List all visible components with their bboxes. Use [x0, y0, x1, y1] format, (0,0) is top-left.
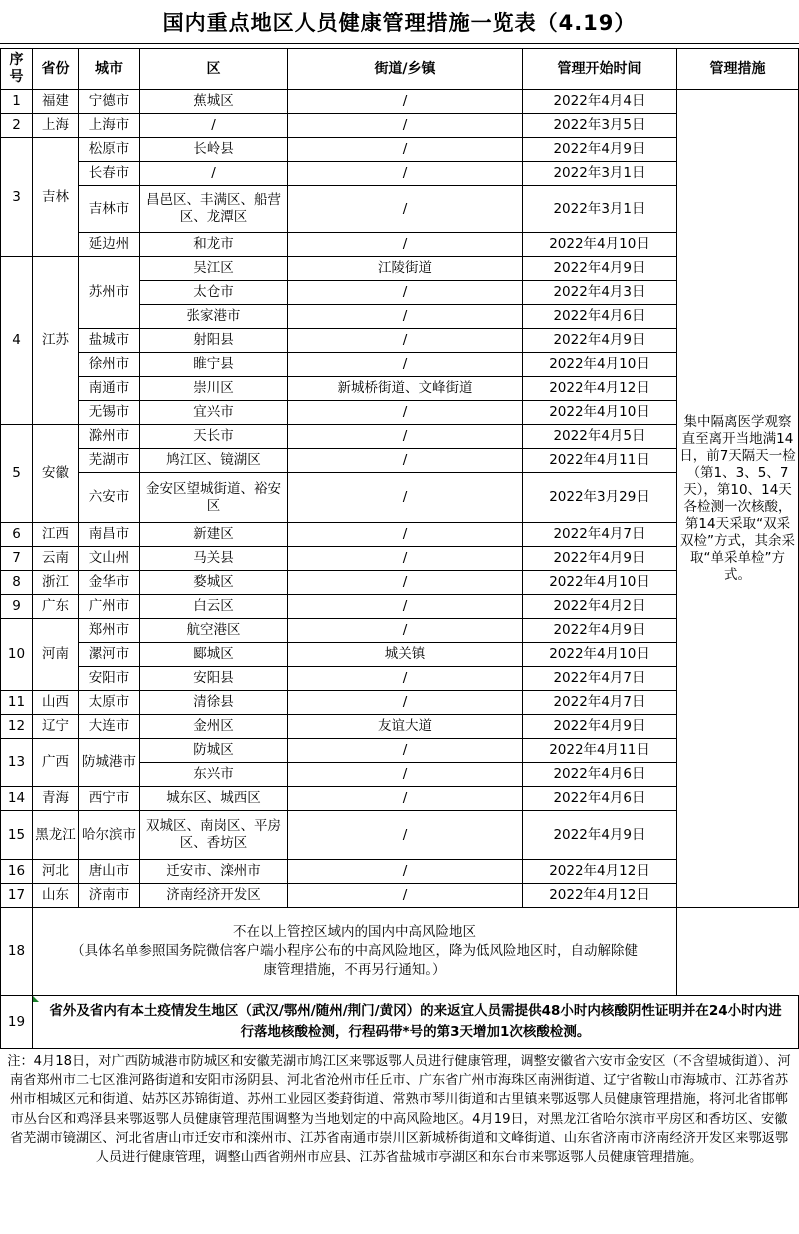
cell-street: / — [288, 329, 523, 353]
cell-street: / — [288, 763, 523, 787]
cell-start: 2022年4月4日 — [523, 90, 677, 114]
cell-start: 2022年4月6日 — [523, 787, 677, 811]
cell-seq: 15 — [1, 811, 33, 860]
cell-street: / — [288, 162, 523, 186]
cell-street: / — [288, 691, 523, 715]
cell-seq: 5 — [1, 425, 33, 523]
cell-district: 新建区 — [140, 523, 288, 547]
cell-start: 2022年4月9日 — [523, 547, 677, 571]
header-district: 区 — [140, 49, 288, 90]
cell-seq: 17 — [1, 884, 33, 908]
cell-start: 2022年4月7日 — [523, 667, 677, 691]
cell-city: 大连市 — [79, 715, 140, 739]
cell-district: 济南经济开发区 — [140, 884, 288, 908]
cell-city: 徐州市 — [79, 353, 140, 377]
header-row — [1, 49, 799, 90]
cell-city: 芜湖市 — [79, 449, 140, 473]
cell-seq: 2 — [1, 114, 33, 138]
cell-district: 金州区 — [140, 715, 288, 739]
cell-city: 金华市 — [79, 571, 140, 595]
cell-street: / — [288, 186, 523, 233]
cell-street: / — [288, 138, 523, 162]
cell-street: 城关镇 — [288, 643, 523, 667]
cell-district: 鸠江区、镜湖区 — [140, 449, 288, 473]
cell-district: 城东区、城西区 — [140, 787, 288, 811]
cell-start: 2022年4月9日 — [523, 619, 677, 643]
cell-start: 2022年4月9日 — [523, 715, 677, 739]
cell-district: 和龙市 — [140, 233, 288, 257]
cell-district: 睢宁县 — [140, 353, 288, 377]
cell-city: 太原市 — [79, 691, 140, 715]
cell-seq: 1 — [1, 90, 33, 114]
cell-city: 郑州市 — [79, 619, 140, 643]
header-seq: 序号 — [1, 49, 33, 90]
cell-start: 2022年3月1日 — [523, 162, 677, 186]
cell-seq: 6 — [1, 523, 33, 547]
cell-start: 2022年4月3日 — [523, 281, 677, 305]
cell-district: 昌邑区、丰满区、船营区、龙潭区 — [140, 186, 288, 233]
cell-city: 南通市 — [79, 377, 140, 401]
cell-district: 航空港区 — [140, 619, 288, 643]
cell-district: 迁安市、滦州市 — [140, 860, 288, 884]
cell-seq: 9 — [1, 595, 33, 619]
cell-city: 防城港市 — [79, 739, 140, 787]
cell-street: / — [288, 667, 523, 691]
cell-start: 2022年4月7日 — [523, 691, 677, 715]
cell-city: 滁州市 — [79, 425, 140, 449]
cell-street: / — [288, 233, 523, 257]
cell-district: 天长市 — [140, 425, 288, 449]
cell-measures: 集中隔离医学观察直至离开当地满14日，前7天隔天一检（第1、3、5、7天），第10、14天各检测一次核酸，第14天采取“双采双检”方式，其余采取“单采单检”方式。 — [677, 90, 799, 908]
cell-district: 清徐县 — [140, 691, 288, 715]
cell-city: 松原市 — [79, 138, 140, 162]
cell-province: 江苏 — [33, 257, 79, 425]
cell-seq: 8 — [1, 571, 33, 595]
cell-start: 2022年3月29日 — [523, 473, 677, 523]
row18-line2: （具体名单参照国务院微信客户端小程序公布的中高风险地区，降为低风险地区时，自动解除健康管理措施，不再另行通知。） — [71, 943, 638, 978]
cell-district: 安阳县 — [140, 667, 288, 691]
footnote: 注：4月18日，对广西防城港市防城区和安徽芜湖市鸠江区来鄂返鄂人员进行健康管理，调整安徽省六安市金安区（不含望城街道）、河南省郑州市二七区淮河路街道和安阳市汤阴县、河北省沧州市任丘市、广东省广州市海珠区南洲街道、辽宁省鞍山市海城市、江苏省苏州市相城区元和街道、姑苏区苏锦街道、苏州工业园区娄葑街道、常熟市琴川街道和古里镇来鄂返鄂人员健康管理措施，将河北省邯郸市丛台区和鸡泽县来鄂返鄂人员健康管理范围调整为当地划定的中高风险地区。4月19日，对黑龙江省哈尔滨市平房区和香坊区、安徽省芜湖市镜湖区、河北省唐山市迁安市和滦州市、江苏省南通市崇川区新城桥街道和文峰街道、山东省济南市济南经济开发区来鄂返鄂人员进行健康管理，调整山西省朔州市应县、江苏省盐城市亭湖区和东台市来鄂返鄂人员健康管理措施。 — [7, 1054, 791, 1166]
cell-district: 婺城区 — [140, 571, 288, 595]
page-title: 国内重点地区人员健康管理措施一览表（4.19） — [0, 0, 799, 44]
cell-start: 2022年4月9日 — [523, 811, 677, 860]
cell-start: 2022年4月10日 — [523, 571, 677, 595]
cell-city: 广州市 — [79, 595, 140, 619]
cell-district: 郾城区 — [140, 643, 288, 667]
cell-street: / — [288, 547, 523, 571]
cell-start: 2022年4月11日 — [523, 739, 677, 763]
cell-start: 2022年4月10日 — [523, 233, 677, 257]
cell-street: / — [288, 425, 523, 449]
cell-district: 双城区、南岗区、平房区、香坊区 — [140, 811, 288, 860]
cell-start: 2022年4月5日 — [523, 425, 677, 449]
cell-province: 山东 — [33, 884, 79, 908]
cell-start: 2022年4月9日 — [523, 329, 677, 353]
cell-city: 漯河市 — [79, 643, 140, 667]
measures-table — [0, 48, 799, 1049]
cell-province: 辽宁 — [33, 715, 79, 739]
cell-province: 江西 — [33, 523, 79, 547]
cell-seq: 18 — [1, 908, 33, 996]
cell-seq: 11 — [1, 691, 33, 715]
cell-seq: 4 — [1, 257, 33, 425]
cell-street: / — [288, 353, 523, 377]
cell-seq: 19 — [1, 996, 33, 1049]
cell-street: / — [288, 523, 523, 547]
cell-seq: 7 — [1, 547, 33, 571]
cell-city: 无锡市 — [79, 401, 140, 425]
header-city: 城市 — [79, 49, 140, 90]
cell-street: / — [288, 281, 523, 305]
cell-district: / — [140, 114, 288, 138]
cell-start: 2022年3月1日 — [523, 186, 677, 233]
cell-street: 友谊大道 — [288, 715, 523, 739]
table-row — [1, 90, 799, 114]
cell-city: 延边州 — [79, 233, 140, 257]
cell-seq: 13 — [1, 739, 33, 787]
cell-province: 云南 — [33, 547, 79, 571]
cell-seq: 12 — [1, 715, 33, 739]
cell-district: 蕉城区 — [140, 90, 288, 114]
cell-start: 2022年4月10日 — [523, 643, 677, 667]
cell-city: 上海市 — [79, 114, 140, 138]
header-street: 街道/乡镇 — [288, 49, 523, 90]
cell-start: 2022年4月9日 — [523, 257, 677, 281]
cell-street: / — [288, 401, 523, 425]
cell-street: 江陵街道 — [288, 257, 523, 281]
cell-street: / — [288, 884, 523, 908]
cell-city: 六安市 — [79, 473, 140, 523]
row18-line1: 不在以上管控区域内的国内中高风险地区 — [233, 924, 476, 940]
cell-start: 2022年4月10日 — [523, 401, 677, 425]
cell-start: 2022年4月12日 — [523, 884, 677, 908]
cell-street: / — [288, 90, 523, 114]
table-row — [1, 996, 799, 1049]
cell-start: 2022年4月6日 — [523, 305, 677, 329]
cell-street: / — [288, 619, 523, 643]
cell-city: 哈尔滨市 — [79, 811, 140, 860]
cell-street: / — [288, 787, 523, 811]
cell-district: 金安区望城街道、裕安区 — [140, 473, 288, 523]
cell-city: 宁德市 — [79, 90, 140, 114]
cell-district: 张家港市 — [140, 305, 288, 329]
cell-city: 盐城市 — [79, 329, 140, 353]
cell-city: 南昌市 — [79, 523, 140, 547]
cell-start: 2022年4月12日 — [523, 860, 677, 884]
cell-province: 吉林 — [33, 138, 79, 257]
cell-street: / — [288, 473, 523, 523]
cell-street: / — [288, 811, 523, 860]
cell-district: 防城区 — [140, 739, 288, 763]
cell-start: 2022年4月7日 — [523, 523, 677, 547]
cell-street: / — [288, 571, 523, 595]
cell-province: 黑龙江 — [33, 811, 79, 860]
cell-street: / — [288, 860, 523, 884]
cell-province: 广西 — [33, 739, 79, 787]
cell-district: 崇川区 — [140, 377, 288, 401]
cell-city: 西宁市 — [79, 787, 140, 811]
cell-start: 2022年4月2日 — [523, 595, 677, 619]
header-measures: 管理措施 — [677, 49, 799, 90]
cell-start: 2022年4月11日 — [523, 449, 677, 473]
cell-start: 2022年3月5日 — [523, 114, 677, 138]
cell-district: 吴江区 — [140, 257, 288, 281]
cell-start: 2022年4月12日 — [523, 377, 677, 401]
cell-start: 2022年4月6日 — [523, 763, 677, 787]
cell-province: 浙江 — [33, 571, 79, 595]
cell-province: 山西 — [33, 691, 79, 715]
cell-city: 唐山市 — [79, 860, 140, 884]
header-start: 管理开始时间 — [523, 49, 677, 90]
cell-street: / — [288, 595, 523, 619]
cell-district: 白云区 — [140, 595, 288, 619]
cell-row19-text — [33, 996, 799, 1049]
cell-city: 吉林市 — [79, 186, 140, 233]
cell-province: 广东 — [33, 595, 79, 619]
cell-province: 青海 — [33, 787, 79, 811]
cell-province: 河南 — [33, 619, 79, 691]
cell-province: 安徽 — [33, 425, 79, 523]
cell-province: 上海 — [33, 114, 79, 138]
cell-city: 安阳市 — [79, 667, 140, 691]
cell-city: 苏州市 — [79, 257, 140, 329]
cell-city: 文山州 — [79, 547, 140, 571]
cell-city: 济南市 — [79, 884, 140, 908]
cell-seq: 10 — [1, 619, 33, 691]
cell-city: 长春市 — [79, 162, 140, 186]
cell-district: 长岭县 — [140, 138, 288, 162]
cell-province: 河北 — [33, 860, 79, 884]
cell-district: 射阳县 — [140, 329, 288, 353]
cell-street: / — [288, 449, 523, 473]
cell-seq: 16 — [1, 860, 33, 884]
cell-district: 宜兴市 — [140, 401, 288, 425]
row19-text: 省外及省内有本土疫情发生地区（武汉/鄂州/随州/荆门/黄冈）的来返宜人员需提供48小时内核酸阴性证明并在24小时内进行落地核酸检测，行程码带*号的第3天增加1次核酸检测。 — [49, 1003, 782, 1040]
cell-street: 新城桥街道、文峰街道 — [288, 377, 523, 401]
cell-street: / — [288, 305, 523, 329]
cell-row18-text — [33, 908, 677, 996]
cell-seq: 14 — [1, 787, 33, 811]
cell-district: / — [140, 162, 288, 186]
cell-comment-marker — [33, 996, 39, 1002]
cell-start: 2022年4月9日 — [523, 138, 677, 162]
cell-street: / — [288, 739, 523, 763]
cell-district: 马关县 — [140, 547, 288, 571]
cell-district: 太仓市 — [140, 281, 288, 305]
header-province: 省份 — [33, 49, 79, 90]
cell-seq: 3 — [1, 138, 33, 257]
table-row — [1, 908, 799, 996]
cell-province: 福建 — [33, 90, 79, 114]
cell-start: 2022年4月10日 — [523, 353, 677, 377]
cell-street: / — [288, 114, 523, 138]
cell-district: 东兴市 — [140, 763, 288, 787]
